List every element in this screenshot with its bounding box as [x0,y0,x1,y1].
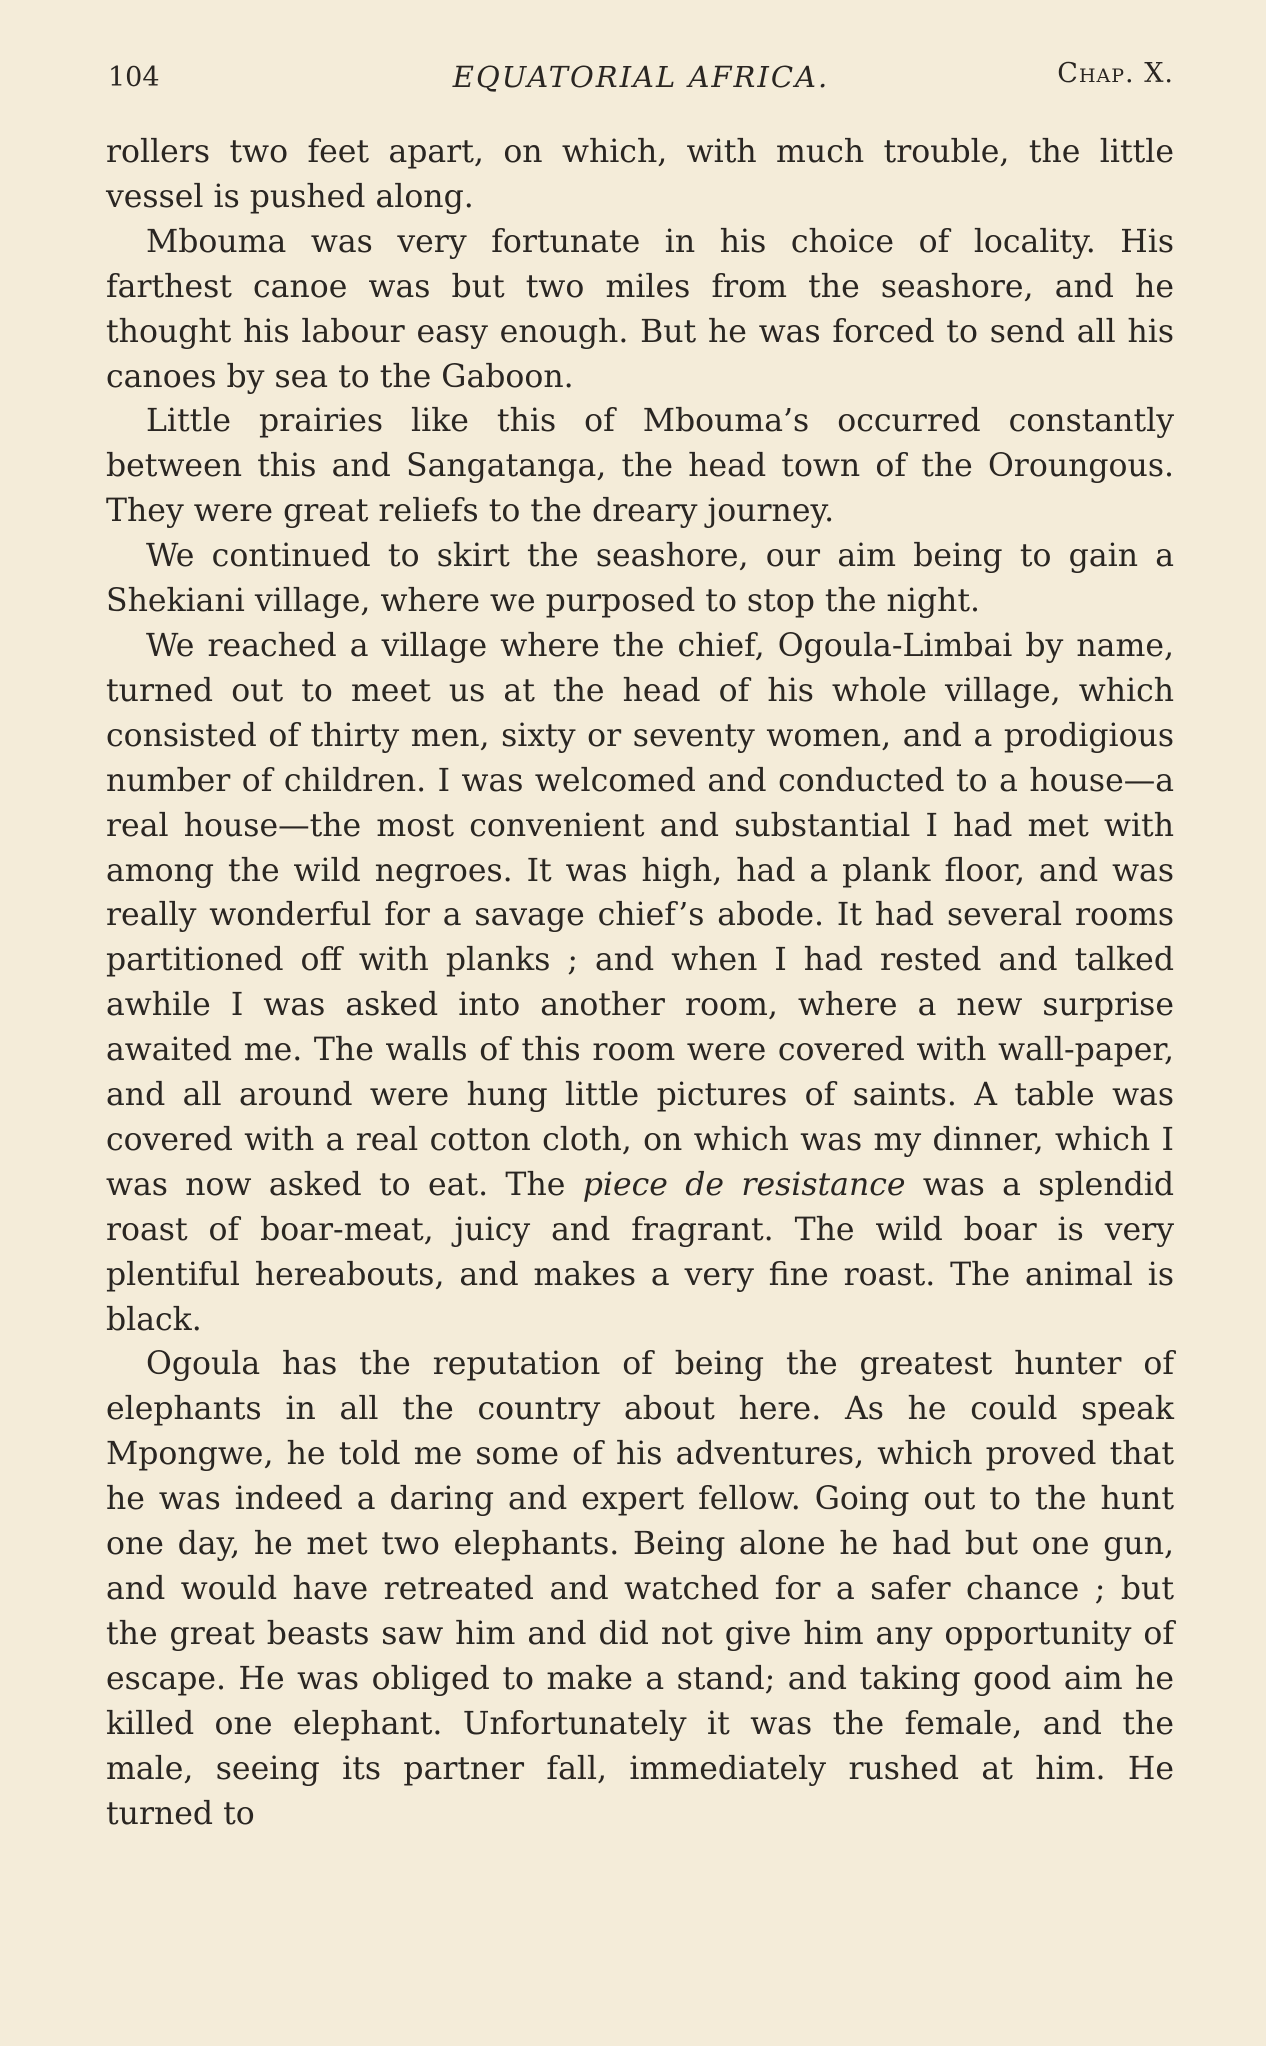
chapter-label: Chap. X. [1057,58,1174,89]
paragraph-5-part-1: We reached a village where the chief, Ogoula-Limbai by name, turned out to meet us at the head of his whole village, which consisted of thirty men, sixty or seventy women, and a prodigious number of children. I was welcomed and conducted to a house—a real house—the most convenient and substantial I had met with among the wild negroes. It was high, had a plank floor, and was really wonderful for a savage chief’s abode. It had several rooms partitioned off with planks ; and when I had rested and talked awhile I was asked into another room, where a new surprise awaited me. The walls of this room were covered with wall-paper, and all around were hung little pictures of saints. A table was covered with a real cotton cloth, on which was my dinner, which I was now asked to eat. The [106,627,1174,1203]
paragraph-6: Ogoula has the reputation of being the greatest hunter of elephants in all the country about here. As he could speak Mpongwe, he told me some of his adventures, which proved that he was indeed a daring and expert fellow. Going out to the hunt one day, he met two elephants. Being alone he had but one gun, and would have retreated and watched for a safer chance ; but the great beasts saw him and did not give him any opportunity of escape. He was obliged to make a stand; and taking good aim he killed one elephant. Unfortunately it was the female, and the male, seeing its partner fall, immediately rushed at him. He turned to [106,1346,1174,1832]
paragraph-2: Mbouma was very fortunate in his choice of locality. His farthest canoe was but two miles from the seashore, and he thought his labour easy enough. But he was forced to send all his canoes by sea to the Gaboon. [106,223,1174,395]
running-title: EQUATORIAL AFRICA. [452,60,830,94]
page-number: 104 [108,62,160,93]
italic-phrase: piece de resistance [582,1166,906,1203]
paragraph-3: Little prairies like this of Mbouma’s occurred constantly between this and Sangatanga, the head town of the Oroungous. They were great reliefs to the dreary journey. [106,403,1174,530]
paragraph-4: We continued to skirt the seashore, our aim being to gain a Shekiani village, where we purposed to stop the night. [106,538,1174,620]
running-header [108,54,1174,104]
paragraph-5-part-2: was a splendid roast of boar-meat, juicy and fragrant. The wild boar is very plentiful hereabouts, and makes a very fine roast. The animal is black. [106,1166,1175,1338]
paragraph-5 [106,624,1174,1343]
body-text [106,130,1174,1836]
paragraph-1: rollers two feet apart, on which, with much trouble, the little vessel is pushed along. [106,134,1174,215]
